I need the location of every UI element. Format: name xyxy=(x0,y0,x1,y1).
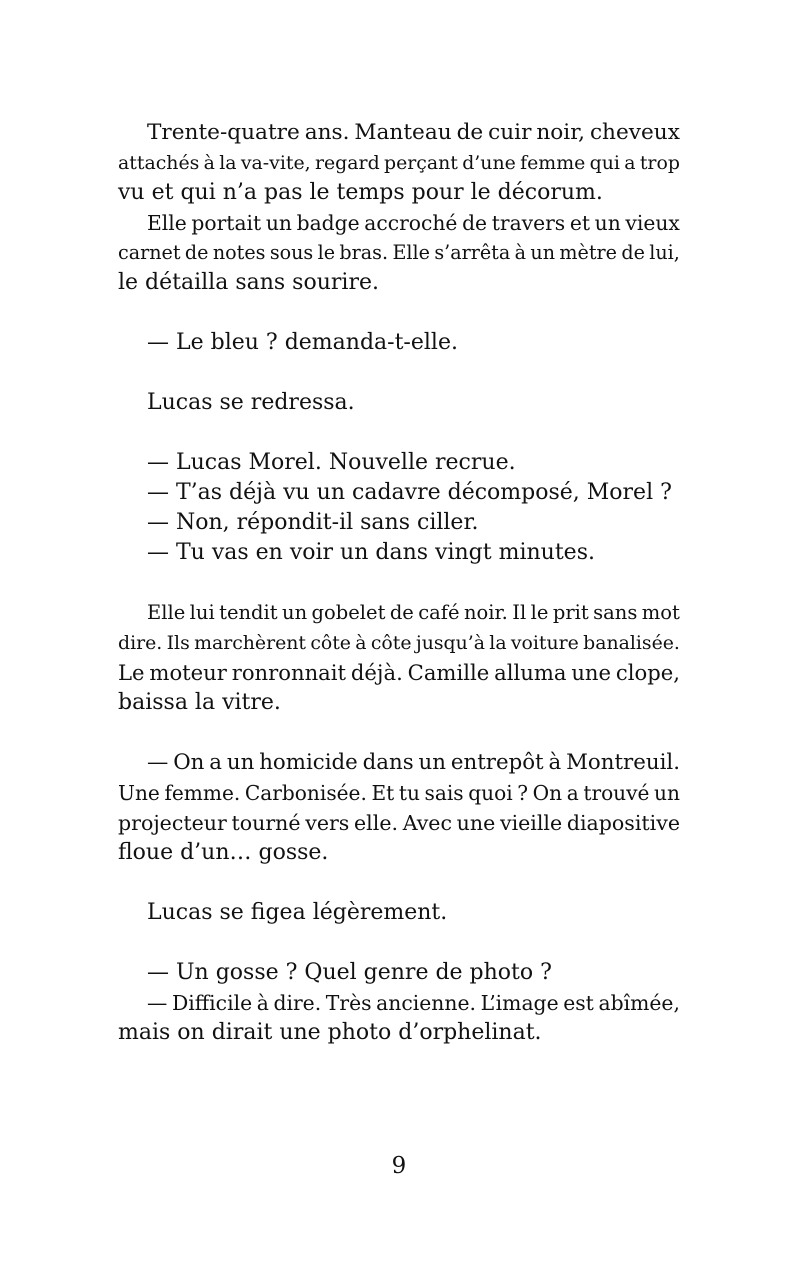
word: un xyxy=(265,211,292,235)
word: dire. xyxy=(273,991,322,1015)
word: est xyxy=(563,991,594,1015)
word: Elle xyxy=(147,601,186,624)
word: mot xyxy=(641,601,680,624)
word: jusqu’à xyxy=(415,632,485,654)
word: dans xyxy=(362,750,414,775)
word: accroché xyxy=(364,211,458,235)
text-line xyxy=(118,598,680,628)
word: Avec xyxy=(402,811,452,835)
word: Très xyxy=(325,991,372,1015)
word: regard xyxy=(314,152,380,174)
word: noir. xyxy=(463,601,508,624)
text-line: — Non, répondit-il sans ciller. xyxy=(147,510,479,535)
word: Trente-quatre xyxy=(147,120,300,145)
word: gobelet xyxy=(311,601,386,624)
word: elle. xyxy=(354,811,398,835)
word: à xyxy=(256,991,269,1015)
word: Elle xyxy=(392,241,430,264)
word: Et xyxy=(371,781,395,805)
word: homicide xyxy=(259,750,358,775)
text-line xyxy=(118,238,680,268)
text-line xyxy=(118,748,680,778)
word: tourné xyxy=(231,811,301,835)
word: badge xyxy=(296,211,360,235)
word: côte xyxy=(310,632,351,654)
word: abîmée, xyxy=(598,991,680,1015)
word: un xyxy=(654,781,680,805)
text-line: le détailla sans sourire. xyxy=(118,270,379,295)
word: On xyxy=(173,750,205,775)
word: — xyxy=(147,991,168,1015)
word: trouvé xyxy=(583,781,650,805)
word: quoi xyxy=(468,781,513,805)
word: de xyxy=(462,211,488,235)
text-line: — Le bleu ? demanda-t-elle. xyxy=(147,330,458,355)
page-number: 9 xyxy=(391,1153,407,1179)
word: a xyxy=(566,781,579,805)
word: Manteau xyxy=(354,120,452,145)
word: entrepôt xyxy=(450,750,544,775)
text-line: Lucas se redressa. xyxy=(147,390,355,415)
word: le xyxy=(530,601,549,624)
book-page-text xyxy=(118,118,680,1048)
word: clope, xyxy=(615,660,680,685)
text-line xyxy=(118,988,680,1018)
word: sous xyxy=(269,241,314,264)
word: une xyxy=(571,660,612,685)
word: qui xyxy=(589,152,620,174)
text-line: — Un gosse ? Quel genre de photo ? xyxy=(147,960,552,985)
word: — xyxy=(147,750,169,775)
word: déjà. xyxy=(350,660,403,685)
word: lui, xyxy=(649,241,680,264)
word: ? xyxy=(517,781,529,805)
word: de xyxy=(621,241,645,264)
word: trop xyxy=(639,152,680,174)
word: un xyxy=(226,750,255,775)
word: perçant xyxy=(383,152,458,174)
word: lui xyxy=(189,601,215,624)
text-line: floue d’un… gosse. xyxy=(118,840,329,865)
text-line xyxy=(118,808,680,838)
word: alluma xyxy=(494,660,567,685)
word: marchèrent xyxy=(194,632,306,654)
text-line: baissa la vitre. xyxy=(118,690,281,715)
word: portait xyxy=(191,211,262,235)
word: un xyxy=(282,601,308,624)
word: vieille xyxy=(499,811,563,835)
word: prit xyxy=(552,601,589,624)
word: Carbonisée. xyxy=(244,781,367,805)
text-line: mais on dirait une photo d’orphelinat. xyxy=(118,1020,542,1045)
word: travers xyxy=(491,211,566,235)
word: banalisée. xyxy=(583,632,680,654)
word: Elle xyxy=(147,211,187,235)
word: Ils xyxy=(166,632,190,654)
word: ans. xyxy=(304,120,350,145)
word: ronronnait xyxy=(231,660,347,685)
text-line xyxy=(118,628,680,658)
word: à xyxy=(355,632,367,654)
word: tendit xyxy=(219,601,278,624)
word: café xyxy=(418,601,460,624)
word: à xyxy=(514,241,527,264)
word: a xyxy=(209,750,222,775)
word: un xyxy=(418,750,446,775)
word: Une xyxy=(118,781,160,805)
word: de xyxy=(456,120,484,145)
word: Le xyxy=(118,660,145,685)
word: femme. xyxy=(164,781,241,805)
word: diapositive xyxy=(566,811,680,835)
word: Il xyxy=(512,601,527,624)
word: tu xyxy=(398,781,420,805)
word: moteur xyxy=(149,660,227,685)
word: vers xyxy=(305,811,350,835)
word: de xyxy=(184,241,209,264)
word: une xyxy=(456,811,496,835)
text-line: vu et qui n’a pas le temps pour le décorum. xyxy=(118,180,603,205)
word: notes xyxy=(212,241,266,264)
word: a xyxy=(624,152,636,174)
word: carnet xyxy=(118,241,181,264)
word: vieux xyxy=(625,211,680,235)
word: un xyxy=(530,241,556,264)
text-line xyxy=(118,658,680,688)
word: projecteur xyxy=(118,811,227,835)
word: Montreuil. xyxy=(566,750,680,775)
word: attachés xyxy=(118,152,200,174)
word: à xyxy=(203,152,215,174)
word: voiture xyxy=(510,632,579,654)
word: le xyxy=(317,241,336,264)
word: un xyxy=(594,211,621,235)
word: à xyxy=(548,750,562,775)
word: dire. xyxy=(118,632,163,654)
text-line xyxy=(118,118,680,148)
word: cheveux xyxy=(589,120,680,145)
word: s’arrêta xyxy=(434,241,511,264)
word: la xyxy=(489,632,507,654)
text-line xyxy=(118,778,680,808)
word: noir, xyxy=(536,120,586,145)
word: cuir xyxy=(488,120,532,145)
word: côte xyxy=(370,632,412,654)
text-line xyxy=(118,148,680,178)
word: On xyxy=(532,781,563,805)
word: femme xyxy=(520,152,586,174)
text-line xyxy=(118,208,680,238)
word: et xyxy=(569,211,591,235)
text-line: Lucas se figea légèrement. xyxy=(147,900,448,925)
text-line: — Lucas Morel. Nouvelle recrue. xyxy=(147,450,516,475)
word: L’image xyxy=(480,991,559,1015)
text-line: — T’as déjà vu un cadavre décomposé, Morel ? xyxy=(147,480,672,505)
word: mètre xyxy=(559,241,617,264)
word: ancienne. xyxy=(376,991,476,1015)
word: la xyxy=(219,152,237,174)
word: d’une xyxy=(462,152,516,174)
word: sais xyxy=(424,781,464,805)
word: de xyxy=(389,601,414,624)
text-line: — Tu vas en voir un dans vingt minutes. xyxy=(147,540,595,565)
word: Difficile xyxy=(171,991,253,1015)
word: sans xyxy=(593,601,638,624)
word: va-vite, xyxy=(240,152,311,174)
word: Camille xyxy=(407,660,490,685)
word: bras. xyxy=(339,241,389,264)
